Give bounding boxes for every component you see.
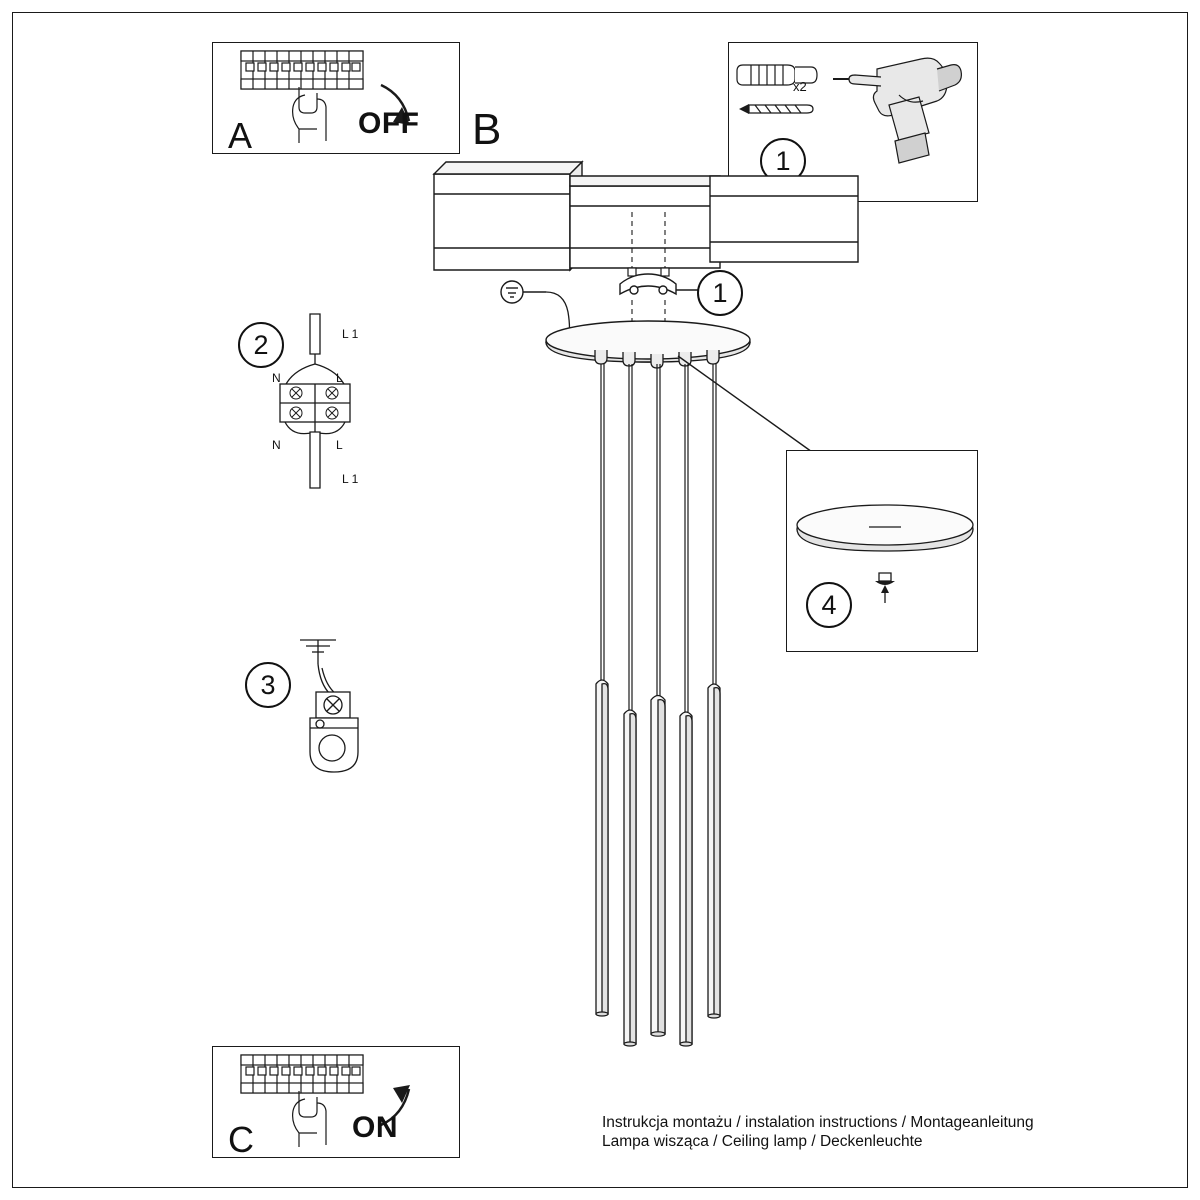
wire-label-l1-bottom: L 1: [342, 472, 359, 486]
wire-label-n-top: N: [272, 371, 281, 385]
step-a-action-label: OFF: [358, 107, 420, 140]
callout-1-top-badge: 1: [760, 138, 806, 184]
footer-line-2: Lampa wisząca / Ceiling lamp / Deckenleuchte: [602, 1133, 923, 1150]
anchor-quantity-label: x2: [793, 79, 807, 94]
wire-label-l-bottom: L: [336, 438, 343, 452]
earth-terminal-icon: [288, 624, 398, 804]
step-c-letter: C: [228, 1119, 254, 1160]
callout-4-badge: 4: [806, 582, 852, 628]
footer-line-1: Instrukcja montażu / instalation instructions / Montageanleitung: [602, 1114, 1034, 1131]
step-a-letter: A: [228, 115, 253, 156]
step-b-letter: B: [472, 105, 502, 154]
step-c-action-label: ON: [352, 1111, 398, 1144]
wire-label-l-top: L: [336, 371, 343, 385]
wire-label-l1-top: L 1: [342, 327, 359, 341]
wire-label-n-bottom: N: [272, 438, 281, 452]
callout-2-badge: 2: [238, 322, 284, 368]
callout-1-mid-badge: 1: [697, 270, 743, 316]
terminal-block-wiring-icon: [266, 310, 406, 500]
callout-3-badge: 3: [245, 662, 291, 708]
